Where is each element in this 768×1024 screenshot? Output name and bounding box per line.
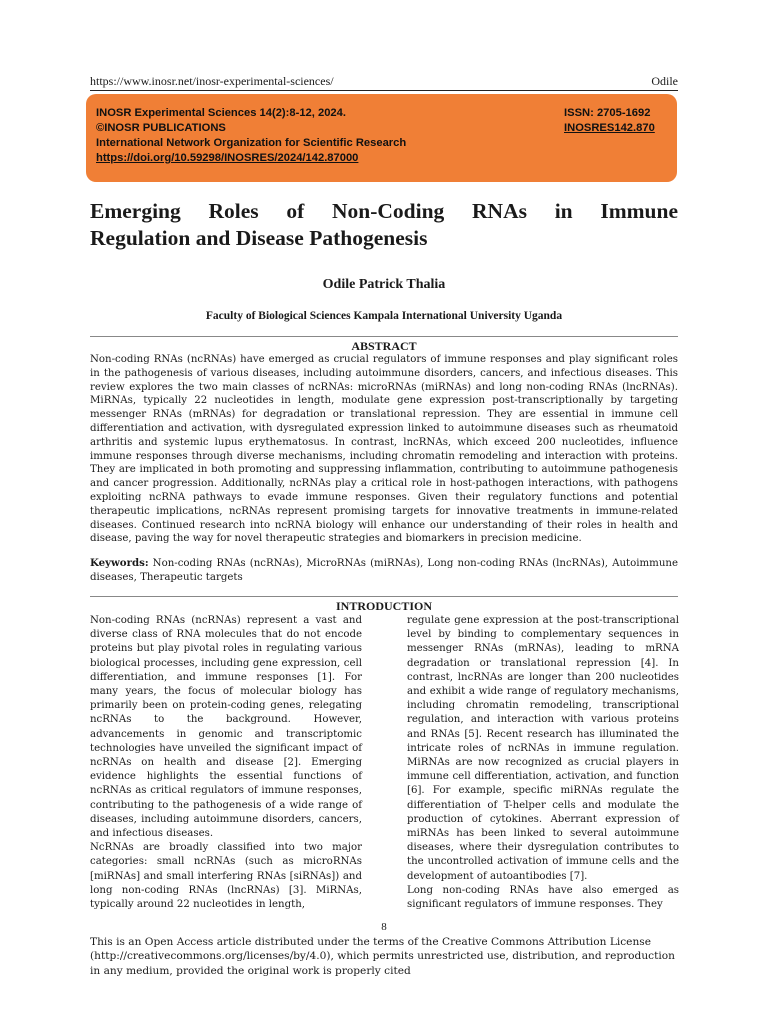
running-author: Odile [651,74,678,88]
abstract-heading: ABSTRACT [351,339,417,353]
intro-paragraph-1: Non-coding RNAs (ncRNAs) represent a vast and diverse class of RNA molecules that do not encode proteins but play pivotal roles in regulating various biological processes, including gene expression, cell differentiation, and immune responses [1]. For many years, the focus of molecular biology has primarily been on protein-coding genes, relegating ncRNAs to the background. However, advancements in genomic and transcriptomic technologies have unveiled the significant impact of ncRNAs on health and disease [2]. Emerging evidence highlights the essential functions of ncRNAs as critical regulators of immune responses, contributing to the pathogenesis of a wide range of diseases, including autoimmune disorders, cancers, and infectious diseases. [90,615,362,840]
keywords-list: Non-coding RNAs (ncRNAs), MicroRNAs (miRNAs), Long non-coding RNAs (lncRNAs), Autoimmune diseases, Therapeutic targets [90,558,678,583]
intro-paragraph-2: NcRNAs are broadly classified into two major categories: small ncRNAs (such as microRNAs [miRNAs] and small interfering RNAs [siRNAs]) and long non-coding RNAs (lncRNAs) [3]. MiRNAs, typically around 22 nucleotides in length, [90,842,362,911]
banner-left [96,106,406,166]
doi-link[interactable]: https://doi.org/10.59298/INOSRES/2024/142.87000 [96,152,359,164]
keywords [90,557,678,585]
keywords-label: Keywords: [90,557,149,569]
journal-citation: INOSR Experimental Sciences 14(2):8-12, 2024. [96,107,346,119]
article-title [90,198,678,252]
title-line-1: Emerging Roles of Non-Coding RNAs in Immune [90,199,678,223]
journal-url[interactable]: https://www.inosr.net/inosr-experimental-sciences/ [90,74,334,88]
license-footer: This is an Open Access article distributed under the terms of the Creative Commons Attribution License (http://creativecommons.org/licenses/by/4.0), which permits unrestricted use, distribution, and reproduction in any medium, provided the original work is properly cited [90,936,675,977]
right-column [407,614,679,912]
introduction-heading: INTRODUCTION [335,599,432,613]
abstract-text: Non-coding RNAs (ncRNAs) have emerged as crucial regulators of immune responses and play significant roles in the pathogenesis of various diseases, including autoimmune disorders, cancers, and infectious diseases. This review explores the two main classes of ncRNAs: microRNAs (miRNAs) and long non-coding RNAs (lncRNAs). MiRNAs, typically 22 nucleotides in length, modulate gene expression post-transcriptionally by targeting messenger RNAs (mRNAs) for degradation or translational repression. They are essential in immune cell differentiation and activation, with dysregulated expression linked to autoimmune diseases such as rheumatoid arthritis and systemic lupus erythematosus. In contrast, lncRNAs, which exceed 200 nucleotides, influence immune responses through diverse mechanisms, including chromatin remodeling and interaction with proteins. They are implicated in both promoting and suppressing inflammation, contributing to autoimmune pathogenesis and cancer progression. Additionally, ncRNAs play a critical role in host-pathogen interactions, with pathogens exploiting ncRNA pathways to evade immune responses. Given their regulatory functions and potential therapeutic implications, ncRNAs represent promising targets for innovative treatments in immune-related diseases. Continued research into ncRNA biology will enhance our understanding of their roles in health and disease, paving the way for novel therapeutic strategies and biomarkers in precision medicine. [90,354,678,545]
banner-right [564,106,655,136]
intro-paragraph-3: regulate gene expression at the post-transcriptional level by binding to complementary sequences in messenger RNAs (mRNAs), leading to mRNA degradation or translational repression [4]. In contrast, lncRNAs are longer than 200 nucleotides and exhibit a wide range of regulatory mechanisms, including chromatin remodeling, transcriptional regulation, and interaction with various proteins and RNAs [5]. Recent research has illuminated the intricate roles of ncRNAs in immune regulation. MiRNAs are now recognized as crucial players in immune cell differentiation, activation, and function [6]. For example, specific miRNAs regulate the differentiation of T-helper cells and modulate the production of cytokines. Aberrant expression of miRNAs has been linked to several autoimmune diseases, where their dysregulation contributes to the uncontrolled activation of immune cells and the development of autoantibodies [7]. [407,615,679,882]
publisher: ©INOSR PUBLICATIONS [96,122,226,134]
intro-paragraph-4: Long non-coding RNAs have also emerged as significant regulators of immune responses. They [407,884,679,911]
article-code[interactable]: INOSRES142.870 [564,122,655,134]
author-name: Odile Patrick Thalia [322,277,446,292]
organization: International Network Organization for Scientific Research [96,137,407,149]
journal-banner [86,94,677,182]
abstract-rule [90,336,678,337]
author-affiliation: Faculty of Biological Sciences Kampala International University Uganda [205,310,563,322]
page-number: 8 [381,921,387,933]
left-column [90,614,362,912]
issn: ISSN: 2705-1692 [564,107,651,119]
header-rule [90,90,678,91]
introduction-rule [90,596,678,597]
running-header [90,74,678,89]
title-line-2: Regulation and Disease Pathogenesis [90,226,428,250]
